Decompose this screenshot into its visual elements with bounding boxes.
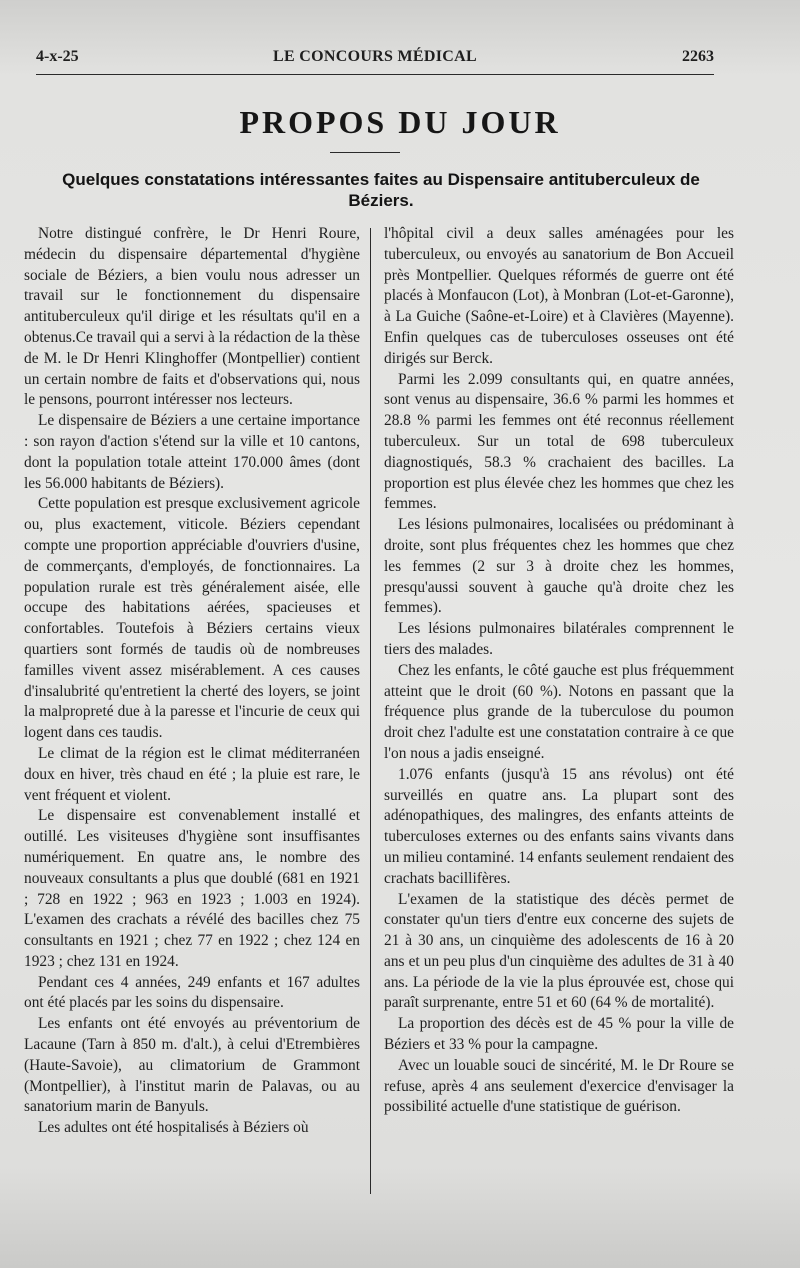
paragraph: Les adultes ont été hospitalisés à Béziers où [38,1119,309,1137]
paragraph: Chez les enfants, le côté gauche est plus fréquemment atteint que le droit (60 %). Notons en passant que la fréquence plus grande de la tuberculose du poumon droit chez l'adulte est une constatation contraire à ce que l'on nous a jadis enseigné. [384,661,734,762]
paragraph: La proportion des décès est de 45 % pour la ville de Béziers et 33 % pour la campagne. [384,1015,734,1054]
paragraph: Notre distingué confrère, le Dr Henri Roure, médecin du dispensaire départemental d'hygiène sociale de Béziers, a bien voulu nous adresser un travail sur le fonctionnement du dispensaire antituberculeux qu'il dirige et les résultats qu'il en a obtenus.Ce travail qui a servi à la rédaction de la thèse de M. le Dr Henri Klinghoffer (Montpellier) contient un certain nombre de faits et d'observations qui, nous le pensons, pourront intéresser nos lecteurs. [24,225,360,409]
page-header [36,48,714,72]
paragraph: Cette population est presque exclusivement agricole ou, plus exactement, viticole. Béziers cependant compte une proportion appréciable d'ouvriers d'usine, de commerçants, d'employés, de fonctionnaires. La population rurale est très généralement aisée, elle occupe des habitations aérées, spacieuses et confortables. Toutefois à Béziers certains vieux quartiers sont formés de taudis où de nombreuses familles vivent assez misérablement. A ces causes d'insalubrité qu'entretient la cherté des loyers, se joint la malpropreté due à la paresse et l'incurie de ceux qui logent dans ces taudis. [24,495,360,742]
left-column [24,224,360,1139]
paragraph: L'examen de la statistique des décès permet de constater qu'un tiers d'entre eux concerne des sujets de 21 à 30 ans, un cinquième des adolescents de 16 à 20 ans et un peu plus d'un cinquième des adultes de 31 à 40 ans. La période de la vie la plus éprouvée est, chose qui paraît surprenante, entre 51 et 60 (64 % de mortalité). [384,890,734,1012]
paragraph: Le dispensaire est convenablement installé et outillé. Les visiteuses d'hygiène sont insuffisantes numériquement. En quatre ans, le nombre des nouveaux consultants a plus que doublé (681 en 1921 ; 728 en 1922 ; 963 en 1923 ; 1.003 en 1924). L'examen des crachats a révélé des bacilles chez 75 consultants en 1921 ; chez 77 en 1922 ; chez 124 en 1923 ; chez 131 en 1924. [24,807,360,970]
header-date: 4-x-25 [36,48,79,65]
article-title: Quelques constatations intéressantes faites au Dispensaire antituberculeux de Béziers. [62,170,700,210]
header-page-number: 2263 [682,48,714,65]
paragraph: 1.076 enfants (jusqu'à 15 ans révolus) ont été surveillés en quatre ans. La plupart sont des adénopathiques, des malingres, des enfants atteints de tuberculoses externes ou des enfants sains vivants dans un milieu contaminé. 14 enfants seulement rendaient des crachats bacillifères. [384,765,734,887]
right-column [384,224,734,1118]
paragraph: Les enfants ont été envoyés au préventorium de Lacaune (Tarn à 850 m. d'alt.), à celui d'Etrembières (Haute-Savoie), au climatorium de Grammont (Montpellier), à l'institut marin de Palavas, ou au sanatorium marin de Banyuls. [24,1015,360,1116]
title-rule [330,152,400,153]
paragraph: Pendant ces 4 années, 249 enfants et 167 adultes ont été placés par les soins du dispensaire. [24,973,360,1012]
section-title: PROPOS DU JOUR [239,104,561,140]
column-divider [370,228,371,1194]
paragraph: Le dispensaire de Béziers a une certaine importance : son rayon d'action s'étend sur la ville et 10 cantons, dont la population totale atteint 170.000 âmes (dont les 56.000 habitants de Béziers). [24,412,360,492]
paragraph: Les lésions pulmonaires bilatérales comprennent le tiers des malades. [384,620,734,658]
paragraph: Les lésions pulmonaires, localisées ou prédominant à droite, sont plus fréquentes chez les hommes que chez les femmes (2 sur 3 à droite chez les hommes, presqu'aussi souvent à gauche qu'à droite chez les femmes). [384,516,734,617]
header-rule [36,74,714,75]
paragraph: l'hôpital civil a deux salles aménagées pour les tuberculeux, ou envoyés au sanatorium de Bon Accueil près Montpellier. Quelques réformés de guerre ont été placés à Monfaucon (Lot), à Monbran (Lot-et-Garonne), à La Guiche (Saône-et-Loire) et à Clavières (Mayenne). Enfin quelques cas de tuberculoses osseuses ont été dirigés sur Berck. [384,225,734,367]
header-journal-title: LE CONCOURS MÉDICAL [273,48,477,65]
paragraph: Le climat de la région est le climat méditerranéen doux en hiver, très chaud en été ; la pluie est rare, le vent fréquent et violent. [24,744,360,804]
paragraph: Parmi les 2.099 consultants qui, en quatre années, sont venus au dispensaire, 36.6 % parmi les hommes et 28.8 % parmi les femmes ont été reconnus réellement tuberculeux. Sur un total de 698 tuberculeux diagnostiqués, 58.3 % crachaient des bacilles. La proportion est plus élevée chez les hommes que chez les femmes. [384,370,734,513]
paragraph: Avec un louable souci de sincérité, M. le Dr Roure se refuse, après 4 ans seulement d'exercice d'envisager la possibilité actuelle d'une statistique de guérison. [384,1056,734,1116]
